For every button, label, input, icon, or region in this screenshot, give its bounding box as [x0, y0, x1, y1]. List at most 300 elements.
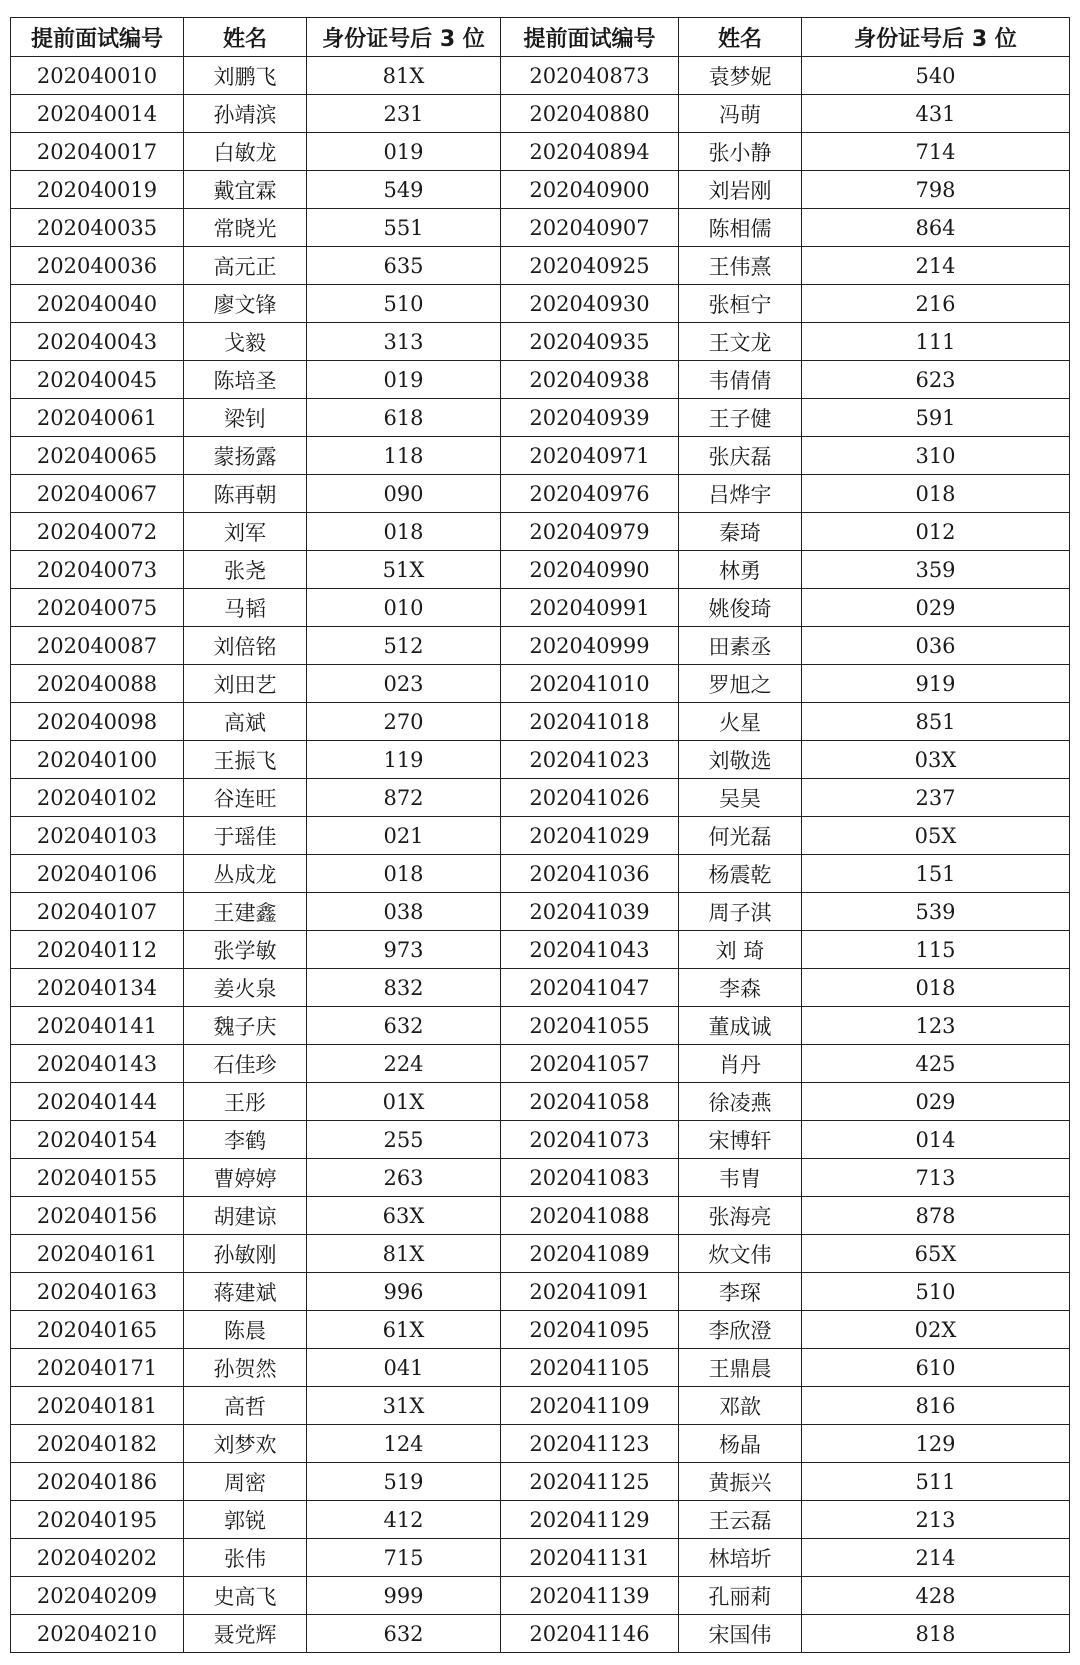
- name-cell: 吴昊: [679, 779, 802, 817]
- interview-id-cell: 202040990: [501, 551, 679, 589]
- interview-id-cell: 202041010: [501, 665, 679, 703]
- id-last3-cell: 151: [802, 855, 1070, 893]
- interview-id-cell: 202040181: [11, 1387, 184, 1425]
- interview-id-cell: 202040930: [501, 285, 679, 323]
- id-last3-cell: 591: [802, 399, 1070, 437]
- interview-id-cell: 202040010: [11, 57, 184, 95]
- interview-id-cell: 202041058: [501, 1083, 679, 1121]
- id-last3-cell: 224: [307, 1045, 501, 1083]
- id-last3-cell: 632: [307, 1615, 501, 1653]
- table-body: [11, 57, 1070, 1653]
- name-cell: 肖丹: [679, 1045, 802, 1083]
- interview-id-cell: 202040171: [11, 1349, 184, 1387]
- interview-id-cell: 202040938: [501, 361, 679, 399]
- interview-id-cell: 202040925: [501, 247, 679, 285]
- table-row: [11, 817, 1070, 855]
- name-cell: 高斌: [184, 703, 307, 741]
- table-row: [11, 1045, 1070, 1083]
- id-last3-cell: 540: [802, 57, 1070, 95]
- name-cell: 王振飞: [184, 741, 307, 779]
- table-row: [11, 931, 1070, 969]
- id-last3-cell: 623: [802, 361, 1070, 399]
- interview-id-cell: 202041036: [501, 855, 679, 893]
- name-cell: 孙靖滨: [184, 95, 307, 133]
- name-cell: 杨震乾: [679, 855, 802, 893]
- interview-id-cell: 202041129: [501, 1501, 679, 1539]
- name-cell: 王云磊: [679, 1501, 802, 1539]
- table-row: [11, 1007, 1070, 1045]
- interview-id-cell: 202040154: [11, 1121, 184, 1159]
- interview-id-cell: 202040035: [11, 209, 184, 247]
- id-last3-cell: 010: [307, 589, 501, 627]
- name-cell: 郭锐: [184, 1501, 307, 1539]
- table-row: [11, 1425, 1070, 1463]
- name-cell: 孙敏刚: [184, 1235, 307, 1273]
- interview-id-cell: 202040155: [11, 1159, 184, 1197]
- id-last3-cell: 231: [307, 95, 501, 133]
- id-last3-cell: 635: [307, 247, 501, 285]
- name-cell: 廖文锋: [184, 285, 307, 323]
- interview-id-cell: 202041088: [501, 1197, 679, 1235]
- table-row: [11, 399, 1070, 437]
- name-cell: 石佳珍: [184, 1045, 307, 1083]
- interview-id-cell: 202040939: [501, 399, 679, 437]
- interview-id-cell: 202040163: [11, 1273, 184, 1311]
- interview-id-cell: 202040043: [11, 323, 184, 361]
- id-last3-cell: 018: [802, 475, 1070, 513]
- id-last3-cell: 798: [802, 171, 1070, 209]
- name-cell: 秦琦: [679, 513, 802, 551]
- interview-id-cell: 202040103: [11, 817, 184, 855]
- id-last3-cell: 119: [307, 741, 501, 779]
- interview-id-cell: 202040075: [11, 589, 184, 627]
- interview-id-cell: 202040017: [11, 133, 184, 171]
- id-last3-cell: 51X: [307, 551, 501, 589]
- name-cell: 谷连旺: [184, 779, 307, 817]
- interview-id-cell: 202041131: [501, 1539, 679, 1577]
- id-last3-cell: 713: [802, 1159, 1070, 1197]
- id-last3-cell: 510: [307, 285, 501, 323]
- interview-id-cell: 202040210: [11, 1615, 184, 1653]
- interview-id-cell: 202040098: [11, 703, 184, 741]
- id-last3-cell: 263: [307, 1159, 501, 1197]
- name-cell: 刘军: [184, 513, 307, 551]
- name-cell: 聂党辉: [184, 1615, 307, 1653]
- table-row: [11, 855, 1070, 893]
- interview-id-cell: 202040209: [11, 1577, 184, 1615]
- interview-id-cell: 202041146: [501, 1615, 679, 1653]
- table-row: [11, 627, 1070, 665]
- name-cell: 林培圻: [679, 1539, 802, 1577]
- table-row: [11, 437, 1070, 475]
- id-last3-cell: 216: [802, 285, 1070, 323]
- id-last3-cell: 519: [307, 1463, 501, 1501]
- name-cell: 胡建谅: [184, 1197, 307, 1235]
- interview-id-cell: 202040072: [11, 513, 184, 551]
- interview-id-cell: 202040134: [11, 969, 184, 1007]
- table-row: [11, 779, 1070, 817]
- name-cell: 孔丽莉: [679, 1577, 802, 1615]
- id-last3-cell: 019: [307, 361, 501, 399]
- id-last3-cell: 018: [307, 513, 501, 551]
- name-cell: 马韬: [184, 589, 307, 627]
- table-row: [11, 1311, 1070, 1349]
- id-last3-cell: 610: [802, 1349, 1070, 1387]
- id-last3-cell: 02X: [802, 1311, 1070, 1349]
- interview-id-cell: 202041089: [501, 1235, 679, 1273]
- id-last3-cell: 632: [307, 1007, 501, 1045]
- name-cell: 邓歆: [679, 1387, 802, 1425]
- id-last3-cell: 851: [802, 703, 1070, 741]
- name-cell: 王建鑫: [184, 893, 307, 931]
- table-row: [11, 1349, 1070, 1387]
- name-cell: 梁钊: [184, 399, 307, 437]
- id-last3-cell: 996: [307, 1273, 501, 1311]
- name-cell: 王子健: [679, 399, 802, 437]
- interview-id-cell: 202040186: [11, 1463, 184, 1501]
- name-cell: 李欣澄: [679, 1311, 802, 1349]
- interview-id-cell: 202040102: [11, 779, 184, 817]
- name-cell: 王彤: [184, 1083, 307, 1121]
- interview-id-cell: 202040991: [501, 589, 679, 627]
- name-cell: 刘敬选: [679, 741, 802, 779]
- name-cell: 戴宜霖: [184, 171, 307, 209]
- interview-id-cell: 202041039: [501, 893, 679, 931]
- name-cell: 韦胄: [679, 1159, 802, 1197]
- interview-id-cell: 202041109: [501, 1387, 679, 1425]
- interview-id-cell: 202041123: [501, 1425, 679, 1463]
- name-cell: 周子淇: [679, 893, 802, 931]
- table-row: [11, 1159, 1070, 1197]
- interview-id-cell: 202040073: [11, 551, 184, 589]
- name-cell: 董成诚: [679, 1007, 802, 1045]
- table-row: [11, 1577, 1070, 1615]
- interview-id-cell: 202040019: [11, 171, 184, 209]
- name-cell: 姚俊琦: [679, 589, 802, 627]
- name-cell: 丛成龙: [184, 855, 307, 893]
- table-row: [11, 285, 1070, 323]
- table-row: [11, 1501, 1070, 1539]
- name-cell: 吕烨宇: [679, 475, 802, 513]
- name-cell: 杨晶: [679, 1425, 802, 1463]
- table-row: [11, 323, 1070, 361]
- name-cell: 刘岩刚: [679, 171, 802, 209]
- header-id-last3-right: 身份证号后 3 位: [802, 18, 1070, 57]
- table-row: [11, 171, 1070, 209]
- interview-id-cell: 202040144: [11, 1083, 184, 1121]
- name-cell: 陈再朝: [184, 475, 307, 513]
- name-cell: 罗旭之: [679, 665, 802, 703]
- interview-id-cell: 202040045: [11, 361, 184, 399]
- id-last3-cell: 878: [802, 1197, 1070, 1235]
- name-cell: 陈相儒: [679, 209, 802, 247]
- id-last3-cell: 029: [802, 589, 1070, 627]
- name-cell: 王伟熹: [679, 247, 802, 285]
- interview-id-cell: 202040040: [11, 285, 184, 323]
- table-row: [11, 1083, 1070, 1121]
- table-row: [11, 95, 1070, 133]
- id-last3-cell: 61X: [307, 1311, 501, 1349]
- id-last3-cell: 549: [307, 171, 501, 209]
- name-cell: 刘梦欢: [184, 1425, 307, 1463]
- table-row: [11, 209, 1070, 247]
- id-last3-cell: 014: [802, 1121, 1070, 1159]
- id-last3-cell: 029: [802, 1083, 1070, 1121]
- interview-id-cell: 202041139: [501, 1577, 679, 1615]
- id-last3-cell: 618: [307, 399, 501, 437]
- interview-id-cell: 202041091: [501, 1273, 679, 1311]
- name-cell: 张庆磊: [679, 437, 802, 475]
- name-cell: 王文龙: [679, 323, 802, 361]
- id-last3-cell: 81X: [307, 1235, 501, 1273]
- id-last3-cell: 237: [802, 779, 1070, 817]
- interview-id-cell: 202040106: [11, 855, 184, 893]
- interview-id-cell: 202041055: [501, 1007, 679, 1045]
- name-cell: 李鹤: [184, 1121, 307, 1159]
- name-cell: 袁梦妮: [679, 57, 802, 95]
- table-row: [11, 1235, 1070, 1273]
- id-last3-cell: 129: [802, 1425, 1070, 1463]
- id-last3-cell: 018: [307, 855, 501, 893]
- name-cell: 张海亮: [679, 1197, 802, 1235]
- id-last3-cell: 431: [802, 95, 1070, 133]
- table-row: [11, 893, 1070, 931]
- id-last3-cell: 359: [802, 551, 1070, 589]
- table-row: [11, 361, 1070, 399]
- id-last3-cell: 818: [802, 1615, 1070, 1653]
- name-cell: 张桓宁: [679, 285, 802, 323]
- id-last3-cell: 270: [307, 703, 501, 741]
- interview-id-cell: 202040161: [11, 1235, 184, 1273]
- interview-id-cell: 202041083: [501, 1159, 679, 1197]
- id-last3-cell: 124: [307, 1425, 501, 1463]
- name-cell: 魏子庆: [184, 1007, 307, 1045]
- name-cell: 蒙扬露: [184, 437, 307, 475]
- id-last3-cell: 715: [307, 1539, 501, 1577]
- interview-id-cell: 202040873: [501, 57, 679, 95]
- name-cell: 张伟: [184, 1539, 307, 1577]
- name-cell: 常晓光: [184, 209, 307, 247]
- interview-id-cell: 202040141: [11, 1007, 184, 1045]
- name-cell: 徐凌燕: [679, 1083, 802, 1121]
- id-last3-cell: 05X: [802, 817, 1070, 855]
- name-cell: 高元正: [184, 247, 307, 285]
- name-cell: 刘倍铭: [184, 627, 307, 665]
- interview-id-cell: 202040107: [11, 893, 184, 931]
- interview-id-cell: 202040182: [11, 1425, 184, 1463]
- name-cell: 蒋建斌: [184, 1273, 307, 1311]
- header-name-left: 姓名: [184, 18, 307, 57]
- table-row: [11, 1197, 1070, 1235]
- id-last3-cell: 832: [307, 969, 501, 1007]
- name-cell: 韦倩倩: [679, 361, 802, 399]
- id-last3-cell: 412: [307, 1501, 501, 1539]
- id-last3-cell: 428: [802, 1577, 1070, 1615]
- id-last3-cell: 65X: [802, 1235, 1070, 1273]
- id-last3-cell: 872: [307, 779, 501, 817]
- name-cell: 李森: [679, 969, 802, 1007]
- table-row: [11, 247, 1070, 285]
- id-last3-cell: 012: [802, 513, 1070, 551]
- id-last3-cell: 31X: [307, 1387, 501, 1425]
- table-row: [11, 513, 1070, 551]
- name-cell: 白敏龙: [184, 133, 307, 171]
- interview-id-cell: 202040014: [11, 95, 184, 133]
- name-cell: 王鼎晨: [679, 1349, 802, 1387]
- table-row: [11, 1121, 1070, 1159]
- header-row: [11, 18, 1070, 57]
- table-row: [11, 1387, 1070, 1425]
- id-last3-cell: 539: [802, 893, 1070, 931]
- id-last3-cell: 551: [307, 209, 501, 247]
- interview-id-cell: 202040087: [11, 627, 184, 665]
- interview-id-cell: 202040935: [501, 323, 679, 361]
- id-last3-cell: 115: [802, 931, 1070, 969]
- interview-id-cell: 202040894: [501, 133, 679, 171]
- id-last3-cell: 03X: [802, 741, 1070, 779]
- name-cell: 李琛: [679, 1273, 802, 1311]
- interview-id-cell: 202040061: [11, 399, 184, 437]
- name-cell: 刘鹏飞: [184, 57, 307, 95]
- name-cell: 刘 琦: [679, 931, 802, 969]
- table-row: [11, 665, 1070, 703]
- id-last3-cell: 019: [307, 133, 501, 171]
- name-cell: 火星: [679, 703, 802, 741]
- id-last3-cell: 973: [307, 931, 501, 969]
- id-last3-cell: 313: [307, 323, 501, 361]
- id-last3-cell: 213: [802, 1501, 1070, 1539]
- name-cell: 田素丞: [679, 627, 802, 665]
- name-cell: 陈培圣: [184, 361, 307, 399]
- id-last3-cell: 123: [802, 1007, 1070, 1045]
- name-cell: 炊文伟: [679, 1235, 802, 1273]
- id-last3-cell: 864: [802, 209, 1070, 247]
- interview-id-cell: 202040143: [11, 1045, 184, 1083]
- id-last3-cell: 63X: [307, 1197, 501, 1235]
- table-row: [11, 1463, 1070, 1501]
- interview-id-cell: 202040880: [501, 95, 679, 133]
- interview-id-cell: 202041023: [501, 741, 679, 779]
- header-interview-id-left: 提前面试编号: [11, 18, 184, 57]
- table-header: [11, 18, 1070, 57]
- id-last3-cell: 214: [802, 1539, 1070, 1577]
- name-cell: 张尧: [184, 551, 307, 589]
- id-last3-cell: 425: [802, 1045, 1070, 1083]
- id-last3-cell: 255: [307, 1121, 501, 1159]
- id-last3-cell: 816: [802, 1387, 1070, 1425]
- interview-id-cell: 202040999: [501, 627, 679, 665]
- id-last3-cell: 512: [307, 627, 501, 665]
- interview-id-cell: 202040976: [501, 475, 679, 513]
- interview-id-cell: 202040088: [11, 665, 184, 703]
- interview-id-cell: 202040971: [501, 437, 679, 475]
- id-last3-cell: 118: [307, 437, 501, 475]
- name-cell: 陈晨: [184, 1311, 307, 1349]
- interview-id-cell: 202041047: [501, 969, 679, 1007]
- interview-id-cell: 202040100: [11, 741, 184, 779]
- interview-id-cell: 202040907: [501, 209, 679, 247]
- id-last3-cell: 919: [802, 665, 1070, 703]
- id-last3-cell: 01X: [307, 1083, 501, 1121]
- interview-id-cell: 202041043: [501, 931, 679, 969]
- table-row: [11, 475, 1070, 513]
- candidate-table: [10, 17, 1070, 1653]
- interview-id-cell: 202040165: [11, 1311, 184, 1349]
- table-row: [11, 1615, 1070, 1653]
- name-cell: 宋博轩: [679, 1121, 802, 1159]
- interview-id-cell: 202040112: [11, 931, 184, 969]
- id-last3-cell: 090: [307, 475, 501, 513]
- id-last3-cell: 036: [802, 627, 1070, 665]
- interview-id-cell: 202040067: [11, 475, 184, 513]
- interview-id-cell: 202040900: [501, 171, 679, 209]
- interview-id-cell: 202041125: [501, 1463, 679, 1501]
- header-name-right: 姓名: [679, 18, 802, 57]
- name-cell: 林勇: [679, 551, 802, 589]
- interview-id-cell: 202040156: [11, 1197, 184, 1235]
- interview-id-cell: 202040065: [11, 437, 184, 475]
- name-cell: 何光磊: [679, 817, 802, 855]
- header-interview-id-right: 提前面试编号: [501, 18, 679, 57]
- table-row: [11, 741, 1070, 779]
- table-row: [11, 703, 1070, 741]
- interview-id-cell: 202041095: [501, 1311, 679, 1349]
- interview-id-cell: 202040979: [501, 513, 679, 551]
- interview-id-cell: 202040202: [11, 1539, 184, 1577]
- id-last3-cell: 214: [802, 247, 1070, 285]
- name-cell: 于瑶佳: [184, 817, 307, 855]
- name-cell: 戈毅: [184, 323, 307, 361]
- interview-id-cell: 202040195: [11, 1501, 184, 1539]
- table-row: [11, 1273, 1070, 1311]
- interview-id-cell: 202041029: [501, 817, 679, 855]
- table-row: [11, 589, 1070, 627]
- name-cell: 黄振兴: [679, 1463, 802, 1501]
- name-cell: 冯萌: [679, 95, 802, 133]
- id-last3-cell: 511: [802, 1463, 1070, 1501]
- id-last3-cell: 018: [802, 969, 1070, 1007]
- interview-id-cell: 202041026: [501, 779, 679, 817]
- id-last3-cell: 021: [307, 817, 501, 855]
- table-row: [11, 969, 1070, 1007]
- name-cell: 张小静: [679, 133, 802, 171]
- id-last3-cell: 999: [307, 1577, 501, 1615]
- interview-id-cell: 202041105: [501, 1349, 679, 1387]
- name-cell: 曹婷婷: [184, 1159, 307, 1197]
- name-cell: 高哲: [184, 1387, 307, 1425]
- table-row: [11, 133, 1070, 171]
- interview-id-cell: 202041018: [501, 703, 679, 741]
- name-cell: 姜火泉: [184, 969, 307, 1007]
- id-last3-cell: 714: [802, 133, 1070, 171]
- name-cell: 周密: [184, 1463, 307, 1501]
- id-last3-cell: 041: [307, 1349, 501, 1387]
- interview-id-cell: 202041073: [501, 1121, 679, 1159]
- id-last3-cell: 023: [307, 665, 501, 703]
- name-cell: 宋国伟: [679, 1615, 802, 1653]
- name-cell: 张学敏: [184, 931, 307, 969]
- interview-id-cell: 202041057: [501, 1045, 679, 1083]
- id-last3-cell: 510: [802, 1273, 1070, 1311]
- interview-id-cell: 202040036: [11, 247, 184, 285]
- table-row: [11, 551, 1070, 589]
- id-last3-cell: 81X: [307, 57, 501, 95]
- id-last3-cell: 310: [802, 437, 1070, 475]
- name-cell: 刘田艺: [184, 665, 307, 703]
- id-last3-cell: 111: [802, 323, 1070, 361]
- id-last3-cell: 038: [307, 893, 501, 931]
- table-row: [11, 1539, 1070, 1577]
